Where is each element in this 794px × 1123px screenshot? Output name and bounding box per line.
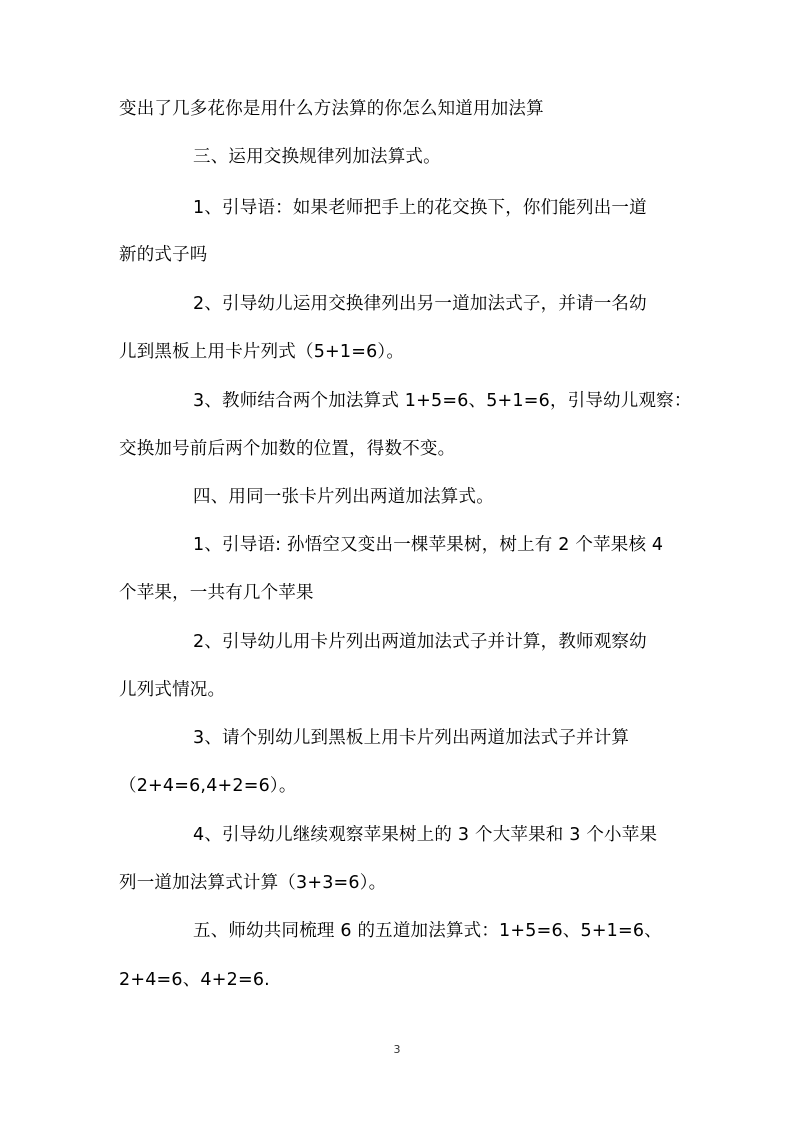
text-line: 2+4=6、4+2=6. [119,970,270,990]
text-line: 3、教师结合两个加法算式 1+5=6、5+1=6，引导幼儿观察： [193,391,692,411]
text-line: 个苹果，一共有几个苹果 [119,583,314,603]
text-line: 2、引导幼儿运用交换律列出另一道加法式子，并请一名幼 [193,294,647,314]
text-line: 交换加号前后两个加数的位置，得数不变。 [119,439,456,459]
text-line: 列一道加法算式计算（3+3=6）。 [119,873,387,893]
text-line: 3、请个别幼儿到黑板上用卡片列出两道加法式子并计算 [193,728,630,748]
text-line: 新的式子吗 [119,245,208,265]
section-heading: 四、用同一张卡片列出两道加法算式。 [193,487,494,507]
text-line: 变出了几多花你是用什么方法算的你怎么知道用加法算 [119,99,544,119]
text-line: 1、引导语：如果老师把手上的花交换下，你们能列出一道 [193,198,647,218]
text-line: （2+4=6,4+2=6）。 [119,776,297,796]
text-line: 1、引导语: 孙悟空又变出一棵苹果树，树上有 2 个苹果核 4 [193,535,664,555]
text-line: 儿列式情况。 [119,680,226,700]
section-heading: 五、师幼共同梳理 6 的五道加法算式：1+5=6、5+1=6、 [193,921,662,941]
text-line: 儿到黑板上用卡片列式（5+1=6）。 [119,342,405,362]
section-heading: 三、运用交换规律列加法算式。 [193,147,441,167]
text-line: 4、引导幼儿继续观察苹果树上的 3 个大苹果和 3 个小苹果 [193,825,658,845]
page-number: 3 [393,1043,401,1056]
text-line: 2、引导幼儿用卡片列出两道加法式子并计算，教师观察幼 [193,632,647,652]
